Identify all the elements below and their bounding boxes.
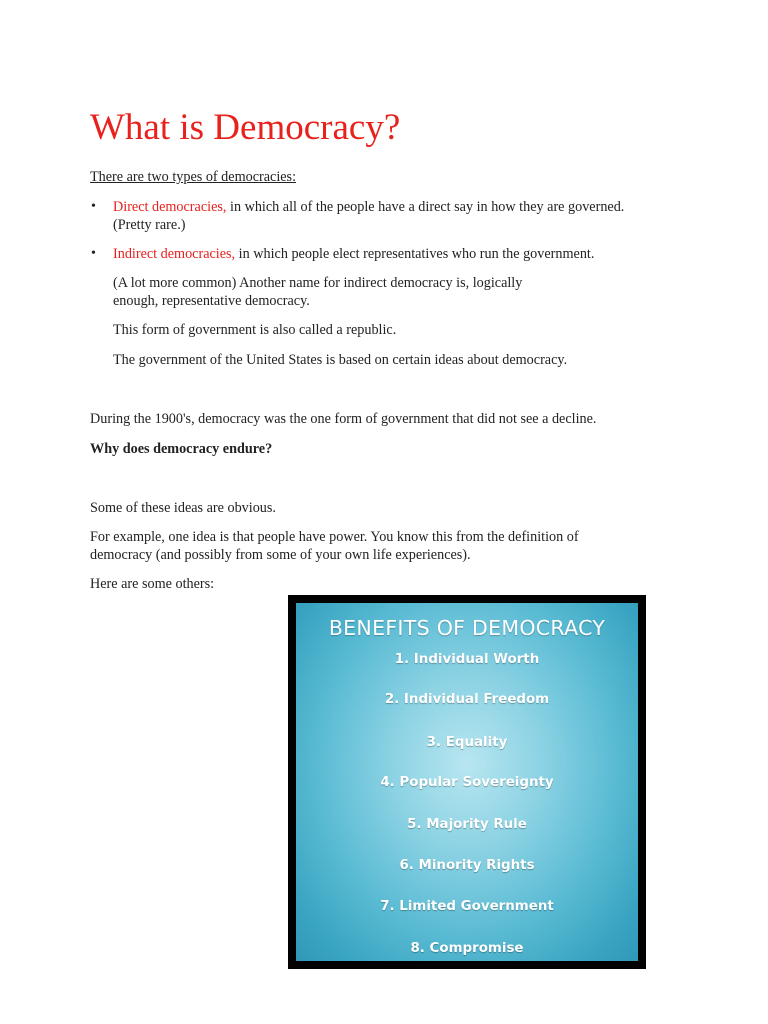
republic-text: This form of government is also called a republic. bbox=[113, 322, 397, 338]
bullet-icon: • bbox=[91, 246, 96, 261]
bullet-icon: • bbox=[91, 199, 96, 214]
benefit-item: 6. Minority Rights bbox=[399, 858, 535, 873]
benefit-item: 7. Limited Government bbox=[380, 899, 554, 914]
indirect-note-line1: (A lot more common) Another name for indirect democracy is, logically bbox=[113, 275, 523, 291]
others-text: Here are some others: bbox=[90, 576, 215, 592]
question-heading: Why does democracy endure? bbox=[90, 441, 273, 457]
decline-text: During the 1900's, democracy was the one form of government that did not see a decline. bbox=[90, 411, 597, 427]
term-direct: Direct democracies, bbox=[113, 199, 227, 215]
benefit-item: 3. Equality bbox=[426, 735, 508, 750]
us-government-text: The government of the United States is based on certain ideas about democracy. bbox=[113, 352, 568, 368]
direct-note: (Pretty rare.) bbox=[113, 217, 186, 233]
intro-text: There are two types of democracies: bbox=[90, 169, 297, 185]
example-text bbox=[90, 528, 670, 564]
benefit-item: 4. Popular Sovereignty bbox=[380, 775, 554, 790]
benefit-item: 8. Compromise bbox=[410, 941, 524, 956]
benefits-panel bbox=[296, 603, 638, 961]
obvious-text: Some of these ideas are obvious. bbox=[90, 500, 276, 516]
indirect-note-line2: enough, representative democracy. bbox=[113, 293, 310, 309]
benefits-image bbox=[288, 595, 646, 969]
benefits-title: BENEFITS OF DEMOCRACY bbox=[328, 616, 606, 640]
bullet-indirect bbox=[113, 245, 673, 263]
benefit-item: 1. Individual Worth bbox=[394, 652, 540, 667]
direct-description: in which all of the people have a direct say in how they are governed. bbox=[226, 199, 625, 215]
page-title: What is Democracy? bbox=[90, 107, 401, 148]
indirect-description: in which people elect representatives who run the government. bbox=[235, 246, 595, 262]
example-line1: For example, one idea is that people have power. You know this from the definition of bbox=[90, 529, 579, 545]
benefit-item: 2. Individual Freedom bbox=[384, 692, 550, 707]
example-line2: democracy (and possibly from some of your own life experiences). bbox=[90, 547, 471, 563]
indirect-note bbox=[113, 274, 673, 310]
benefit-item: 5. Majority Rule bbox=[407, 817, 527, 832]
bullet-direct bbox=[113, 198, 673, 234]
term-indirect: Indirect democracies, bbox=[113, 246, 236, 262]
